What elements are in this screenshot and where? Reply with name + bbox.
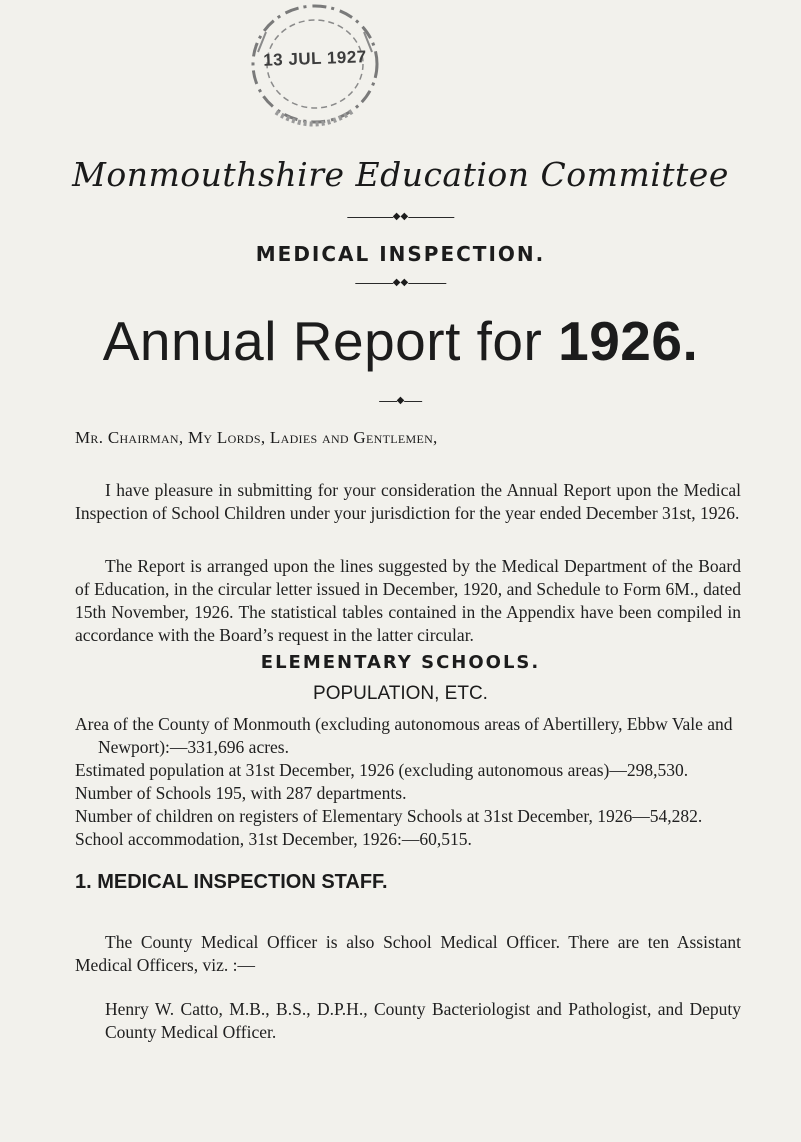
stat-area: Area of the County of Monmouth (excluding autonomous areas of Abertillery, Ebbw Vale and Newport):—331,696 acres. [75, 714, 733, 757]
staff-heading: 1. MEDICAL INSPECTION STAFF. [75, 871, 388, 893]
committee-title: Monmouthshire Education Committee [72, 155, 729, 194]
staff-intro-paragraph: The County Medical Officer is also School Medical Officer. There are ten Assistant Medical Officers, viz. :— [75, 931, 741, 975]
population-stats [75, 713, 745, 851]
elementary-heading: ELEMENTARY SCHOOLS. [260, 652, 541, 673]
population-heading: POPULATION, ETC. [313, 683, 488, 704]
ornament-divider: ◆◆ [347, 212, 454, 222]
report-year: 1926. [558, 310, 699, 372]
report-title [0, 309, 801, 373]
stamp-date: 13 JUL 1927 [262, 47, 368, 70]
report-title-text: Annual Report for [102, 310, 543, 372]
stat-registers: Number of children on registers of Elementary Schools at 31st December, 1926—54,282. [75, 806, 703, 826]
stamp-seal-icon [236, 2, 394, 147]
salutation: Mr. Chairman, My Lords, Ladies and Gentlemen, [75, 428, 438, 447]
intro-paragraph: I have pleasure in submitting for your consideration the Annual Report upon the Medical Inspection of School Children under your jurisdiction for the year ended December 31st, 1926. [75, 479, 741, 523]
staff-entry: Henry W. Catto, M.B., B.S., D.P.H., County Bacteriologist and Pathologist, and Deputy County Medical Officer. [105, 998, 741, 1042]
library-stamp [236, 2, 394, 147]
stat-population: Estimated population at 31st December, 1926 (excluding autonomous areas)—298,530. [75, 760, 689, 780]
ornament-divider: ◆ [379, 396, 423, 406]
stat-accommodation: School accommodation, 31st December, 1926:—60,515. [75, 829, 472, 849]
arrangement-paragraph: The Report is arranged upon the lines suggested by the Medical Department of the Board of Education, in the circular letter issued in December, 1920, and Schedule to Form 6M., dated 15th November, 1926. The statistical tables contained in the Appendix have been compiled in accordance with the Board’s request in the latter circular. [75, 555, 741, 645]
ornament-divider: ◆◆ [355, 278, 446, 288]
section-subtitle: MEDICAL INSPECTION. [255, 242, 546, 266]
stat-schools: Number of Schools 195, with 287 departments. [75, 783, 407, 803]
